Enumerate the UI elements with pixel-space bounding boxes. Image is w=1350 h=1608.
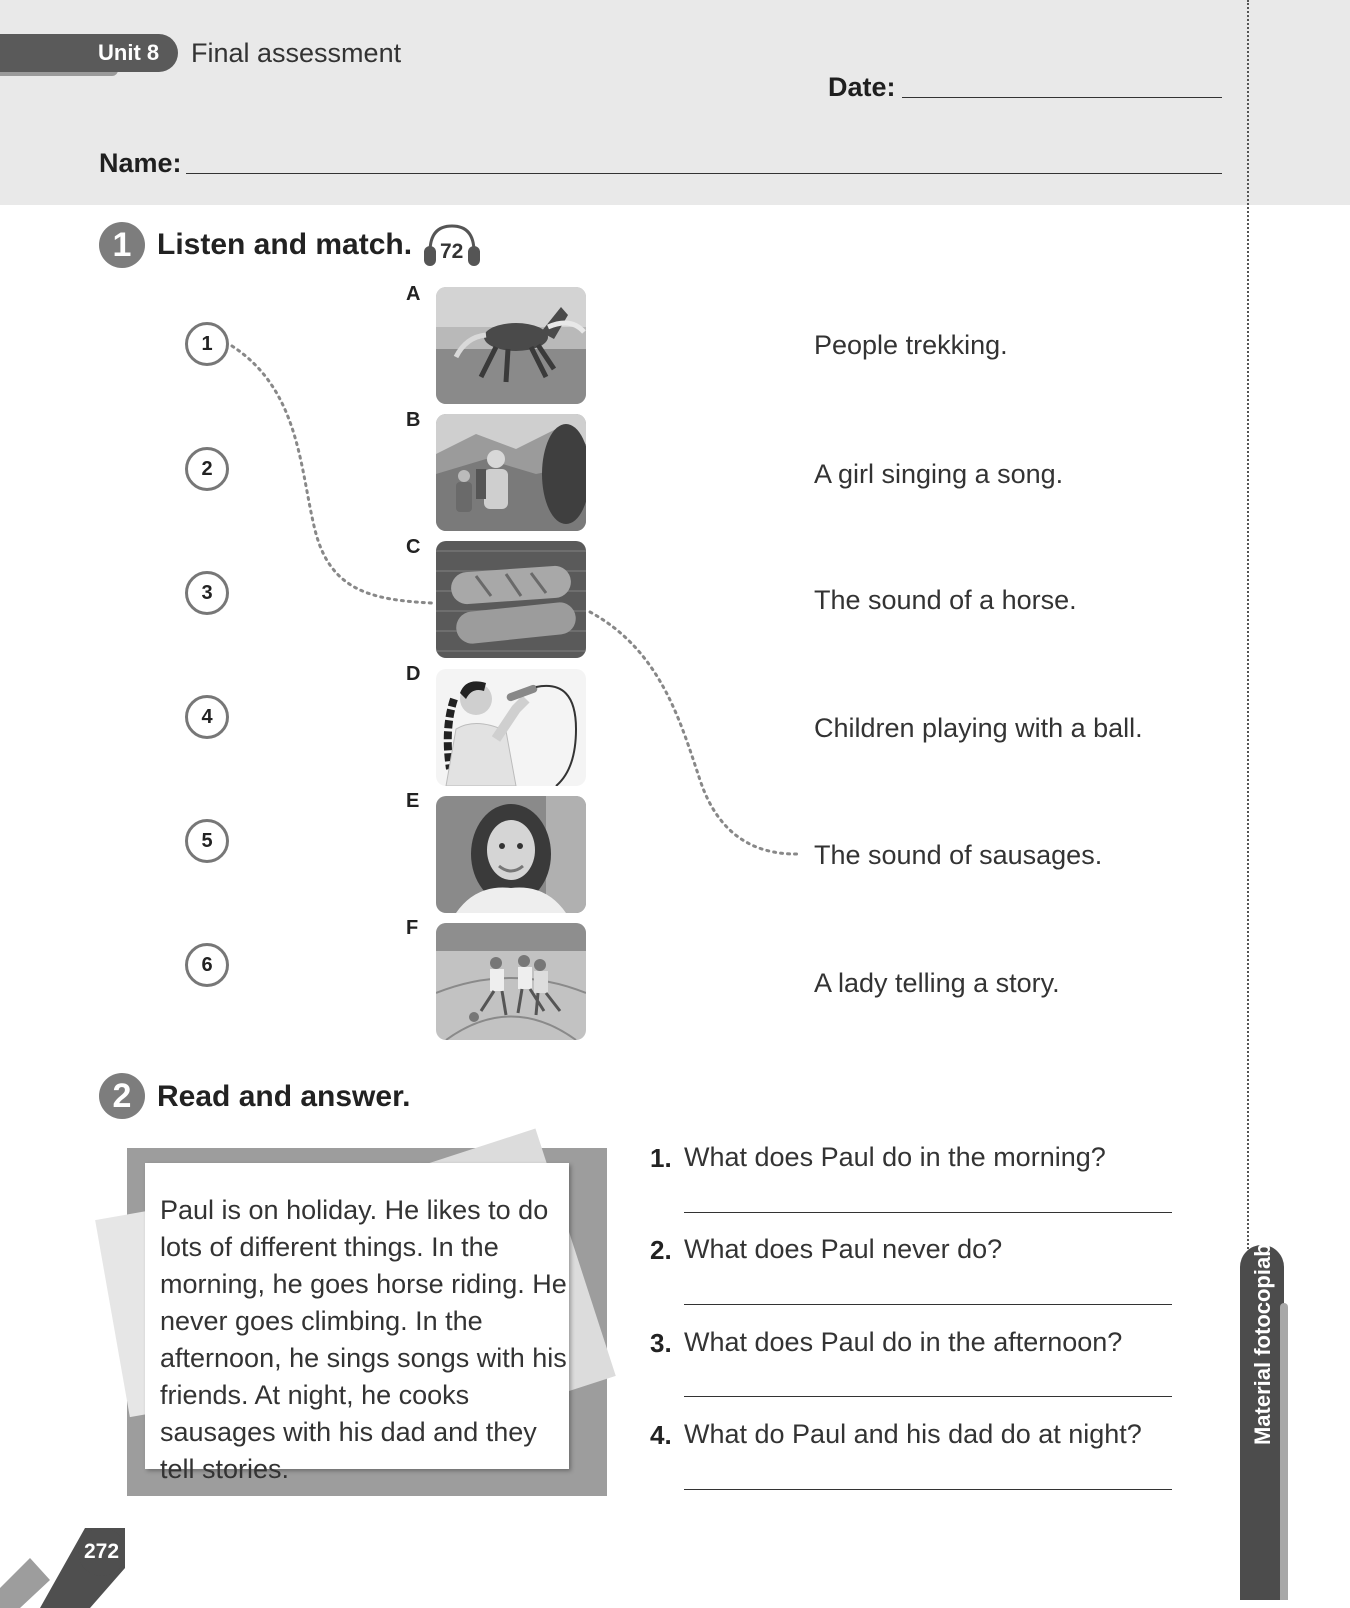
photocopiable-label: Material fotocopiable bbox=[1250, 1224, 1275, 1446]
question-text-1: What does Paul do in the morning? bbox=[684, 1142, 1106, 1172]
question-number-2: 2. bbox=[650, 1235, 672, 1265]
exercise-2-title: Read and answer. bbox=[157, 1080, 411, 1113]
picture-letter-d: D bbox=[406, 663, 421, 685]
date-field[interactable] bbox=[902, 97, 1222, 98]
question-number-1: 1. bbox=[650, 1143, 672, 1173]
date-label: Date: bbox=[828, 72, 896, 102]
match-sentence-3[interactable]: The sound of a horse. bbox=[814, 585, 1077, 615]
picture-letter-c: C bbox=[406, 536, 421, 558]
exercise-1-badge: 1 bbox=[99, 222, 145, 268]
exercise-2-badge: 2 bbox=[99, 1073, 145, 1119]
match-number-2[interactable]: 2 bbox=[185, 447, 229, 491]
name-field[interactable] bbox=[186, 173, 1222, 174]
header-band bbox=[0, 0, 1350, 205]
question-text-4: What do Paul and his dad do at night? bbox=[684, 1419, 1142, 1449]
match-number-4[interactable]: 4 bbox=[185, 695, 229, 739]
audio-track-number: 72 bbox=[440, 240, 464, 263]
match-sentence-6[interactable]: A lady telling a story. bbox=[814, 968, 1060, 998]
unit-title: Final assessment bbox=[191, 38, 402, 68]
question-text-3: What does Paul do in the afternoon? bbox=[684, 1327, 1123, 1357]
picture-letter-e: E bbox=[406, 790, 420, 812]
answer-line-4[interactable] bbox=[684, 1489, 1172, 1490]
picture-letter-f: F bbox=[406, 917, 419, 939]
page-number: 272 bbox=[84, 1540, 120, 1563]
question-number-4: 4. bbox=[650, 1420, 672, 1450]
side-tab-shade bbox=[1280, 1303, 1288, 1600]
match-sentence-5[interactable]: The sound of sausages. bbox=[814, 840, 1103, 870]
story-text: Paul is on holiday. He likes to do lots of different things. In the morning, he goes horse riding. He never goes climbing. In the afternoon, he sings songs with his friends. At night, he cooks sausages with his dad and they tell stories. bbox=[160, 1195, 567, 1484]
match-number-3[interactable]: 3 bbox=[185, 571, 229, 615]
answer-line-2[interactable] bbox=[684, 1304, 1172, 1305]
horse-photo[interactable] bbox=[436, 287, 586, 404]
girl-singing-photo[interactable] bbox=[436, 669, 586, 786]
match-number-6[interactable]: 6 bbox=[185, 943, 229, 987]
children-ball-photo[interactable] bbox=[436, 923, 586, 1040]
question-text-2: What does Paul never do? bbox=[684, 1234, 1003, 1264]
answer-line-1[interactable] bbox=[684, 1212, 1172, 1213]
match-sentence-1[interactable]: People trekking. bbox=[814, 330, 1008, 360]
match-number-1[interactable]: 1 bbox=[185, 322, 229, 366]
match-number-5[interactable]: 5 bbox=[185, 819, 229, 863]
hikers-photo[interactable] bbox=[436, 414, 586, 531]
sausages-photo[interactable] bbox=[436, 541, 586, 658]
answer-line-3[interactable] bbox=[684, 1396, 1172, 1397]
picture-letter-a: A bbox=[406, 283, 421, 305]
unit-label: Unit 8 bbox=[98, 40, 160, 65]
exercise-1-title: Listen and match. bbox=[157, 228, 413, 261]
name-label: Name: bbox=[99, 148, 182, 178]
match-sentence-4[interactable]: Children playing with a ball. bbox=[814, 713, 1143, 743]
question-number-3: 3. bbox=[650, 1328, 672, 1358]
picture-letter-b: B bbox=[406, 409, 421, 431]
match-sentence-2[interactable]: A girl singing a song. bbox=[814, 459, 1064, 489]
woman-portrait-photo[interactable] bbox=[436, 796, 586, 913]
